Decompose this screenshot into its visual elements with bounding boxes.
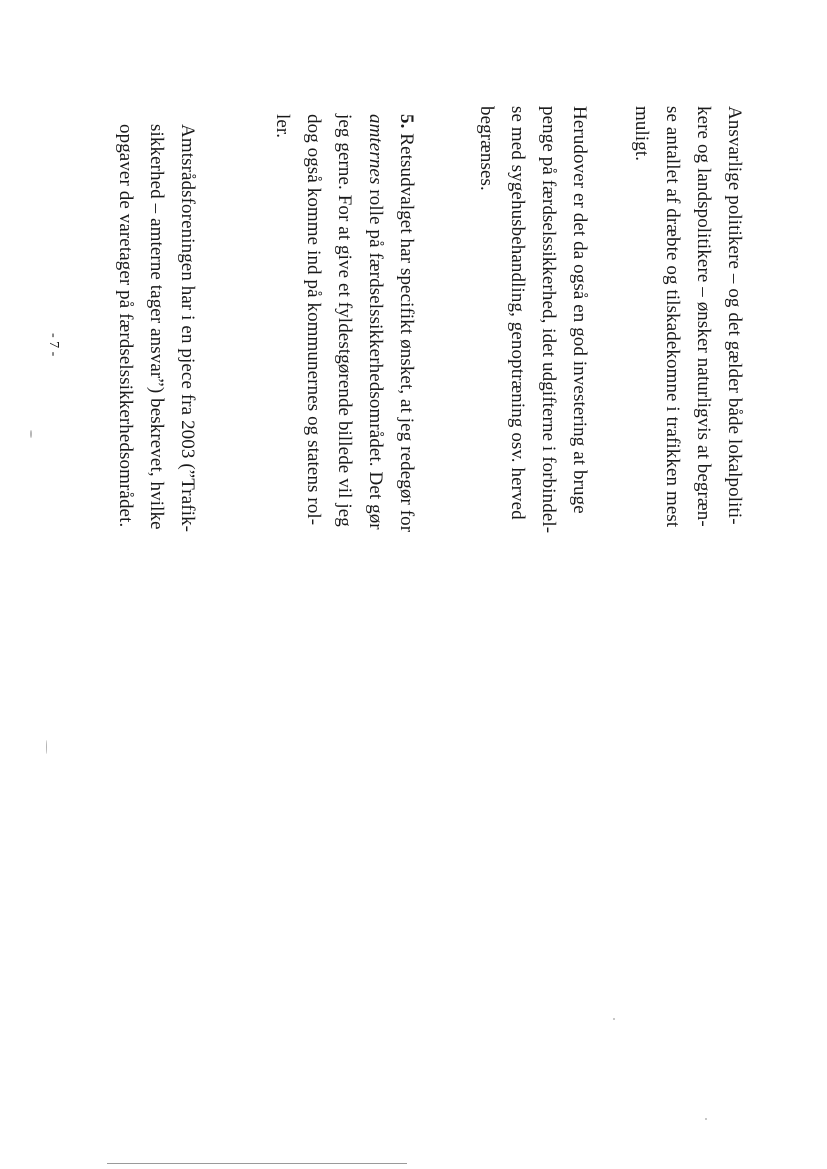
scan-edge-line [107,1163,407,1164]
text-line: ler. [272,114,293,139]
emphasis-amternes: amternes [365,114,386,185]
text-line: opgaver de varetager på færdselssikkerhedsområdet. [115,124,136,528]
text-line: Amtsrådsforeningen har i en pjece fra 2003 (”Trafik- [177,124,198,533]
scan-speck [613,1018,615,1020]
text-line: se antallet af dræbte og tilskadekomne i trafikken mest [662,106,683,528]
text-line: sikkerhed – amterne tager ansvar”) beskrevet, hvilke [146,124,167,530]
text-line: Herudover er det da også en god investering at bruge [569,106,590,514]
text-line: Ansvarlige politikere – og det gælder både lokalpoliti- [724,106,745,525]
text-line: dog også komme ind på kommunernes og statens rol- [303,114,324,526]
text-line [364,114,386,530]
text-line: penge på færdselssikkerhed, idet udgifterne i forbindel- [538,106,559,534]
page-number: - 7 - [46,333,61,357]
section-number: 5. [396,114,417,129]
text-line: begrænses. [476,106,497,191]
scan-speck [46,740,47,754]
text-line-rest: Retsudvalget har specifikt ønsket, at jeg redegør for [396,128,417,533]
scan-speck [30,430,32,438]
text-line: jeg gerne. For at give et fyldestgørende billede vil jeg [334,114,355,527]
scan-speck [705,1118,707,1120]
text-line [395,114,417,532]
text-line: muligt. [631,106,652,162]
text-line: kere og landspolitikere – ønsker naturligvis at begræn- [693,106,714,527]
text-line: se med sygehusbehandling, genoptræning osv. herved [507,106,528,520]
text-line-rest: rolle på færdselssikkerhedsområdet. Det gør [365,184,386,530]
